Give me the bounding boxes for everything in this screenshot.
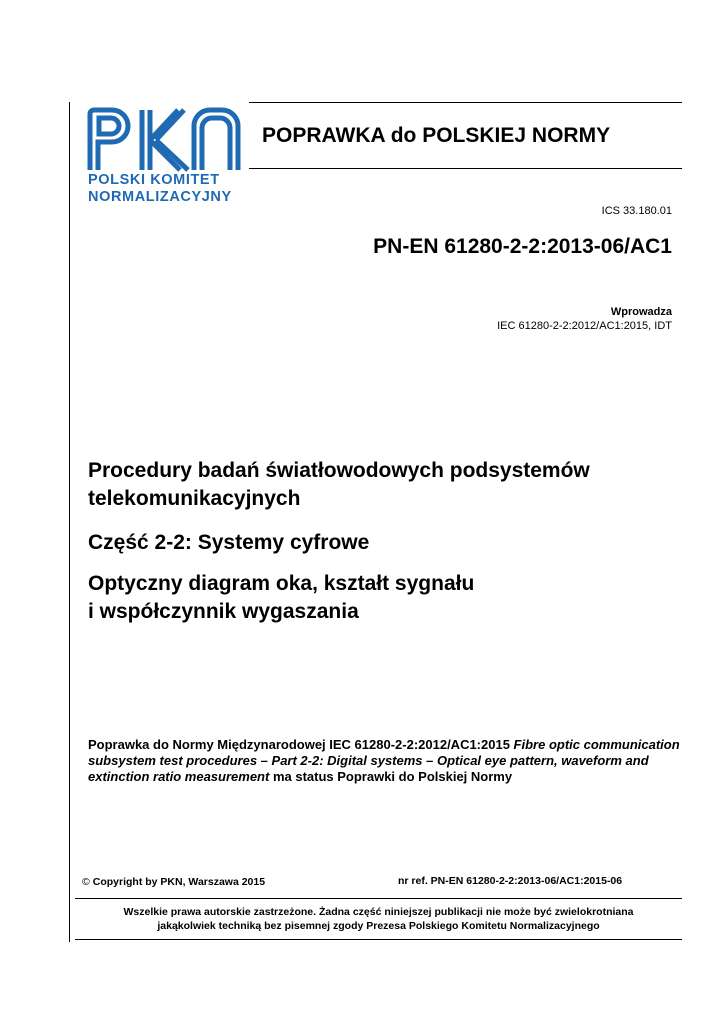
standard-number: PN-EN 61280-2-2:2013-06/AC1 — [373, 235, 672, 258]
correction-description — [88, 737, 688, 785]
logo-text-line1: POLSKI KOMITET — [88, 172, 220, 188]
pkn-logo-mark — [86, 106, 246, 172]
title-part: Część 2-2: Systemy cyfrowe — [88, 531, 370, 554]
logo-text-line2: NORMALIZACYJNY — [88, 189, 232, 205]
rights-line1: Wszelkie prawa autorskie zastrzeżone. Żadna część niniejszej publikacji nie może być zwielokrotniana — [123, 906, 634, 918]
ics-code: ICS 33.180.01 — [601, 205, 672, 217]
copyright-symbol: © — [82, 876, 90, 888]
reference-number: nr ref. PN-EN 61280-2-2:2013-06/AC1:2015-06 — [398, 875, 623, 887]
title-line1: Procedury badań światłowodowych podsystemów — [88, 459, 590, 482]
introduces-label: Wprowadza — [610, 306, 672, 318]
title-line4: i współczynnik wygaszania — [88, 600, 359, 623]
title-block-main — [88, 457, 590, 513]
rights-statement — [75, 905, 682, 933]
description-prefix: Poprawka do Normy Międzynarodowej IEC 61280-2-2:2012/AC1:2015 — [88, 737, 514, 752]
copyright-text: Copyright by PKN, Warszawa 2015 — [92, 876, 266, 888]
title-block-sub — [88, 570, 474, 626]
title-line3: Optyczny diagram oka, kształt sygnału — [88, 572, 475, 595]
title-line2: telekomunikacyjnych — [88, 487, 301, 510]
pkn-logo — [86, 106, 246, 208]
header-top-rule — [249, 102, 682, 103]
document-type-title: POPRAWKA do POLSKIEJ NORMY — [262, 124, 611, 147]
introduces-value: IEC 61280-2-2:2012/AC1:2015, IDT — [497, 320, 672, 332]
copyright-notice — [82, 876, 265, 888]
description-italic-title: Fibre optic communication subsystem test procedures – Part 2-2: Digital systems – Optical eye pattern, waveform and extinction ratio measurement — [88, 737, 680, 784]
rights-line2: jakąkolwiek techniką bez pisemnej zgody Prezesa Polskiego Komitetu Normalizacyjnego — [157, 920, 600, 932]
left-vertical-rule — [69, 102, 70, 942]
description-suffix: ma status Poprawki do Polskiej Normy — [269, 769, 513, 784]
header-bottom-rule — [249, 168, 682, 169]
